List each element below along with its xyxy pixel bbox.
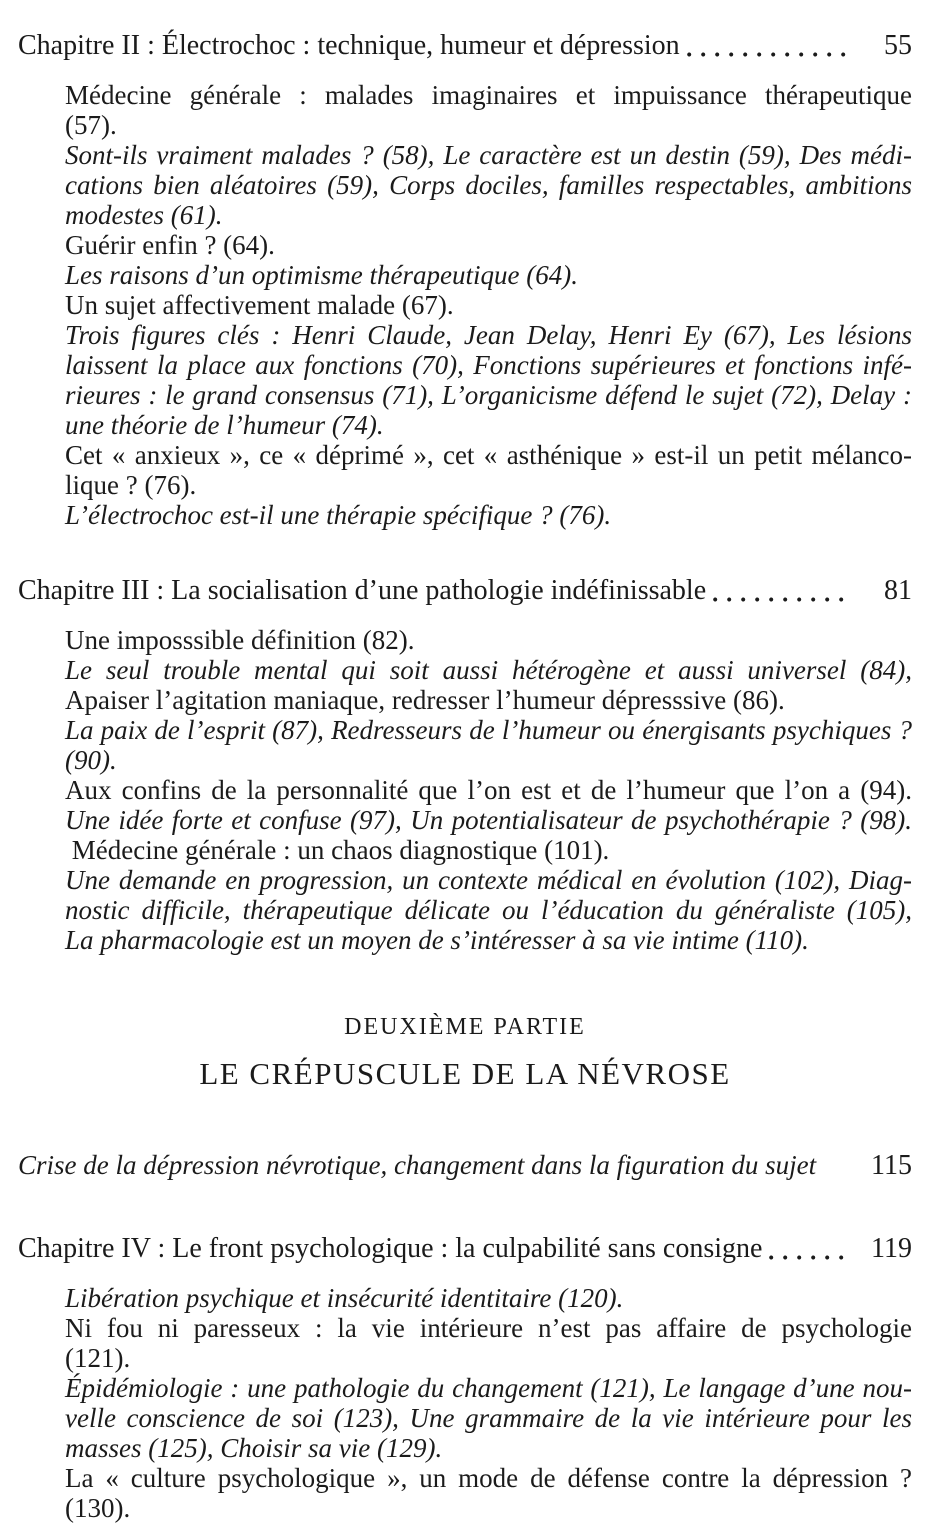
- toc-chapter-section: [18, 28, 912, 530]
- toc-entry: [65, 500, 912, 530]
- toc-entry: [65, 775, 912, 805]
- toc-entry-line: Sont-ils vraiment malades ? (58), Le caractère est un destin (59), Des médi-: [65, 140, 912, 170]
- toc-entry-line: Guérir enfin ? (64).: [65, 230, 275, 260]
- toc-entry-line: lique ? (76).: [65, 470, 197, 500]
- toc-entry: [65, 230, 912, 260]
- toc-entry: [65, 835, 912, 865]
- chapter-page-number: 55: [884, 30, 912, 61]
- toc-entry: [65, 320, 912, 440]
- toc-entry-line: Trois figures clés : Henri Claude, Jean Delay, Henri Ey (67), Les lésions: [65, 320, 912, 350]
- toc-entry: [65, 625, 912, 655]
- part-intro-entry: [18, 1150, 912, 1181]
- toc-entry-line: Un sujet affectivement malade (67).: [65, 290, 454, 320]
- dot-leader: [687, 52, 852, 57]
- toc-entry: [65, 685, 912, 715]
- toc-entry-line: Médecine générale : malades imaginaires et impuissance thérapeutique: [65, 80, 912, 110]
- toc-entry-line: La pharmacologie est un moyen de s’intéresser à sa vie intime (110).: [65, 925, 809, 955]
- toc-entry-line: laissent la place aux fonctions (70), Fonctions supérieures et fonctions infé-: [65, 350, 912, 380]
- toc-entry-line: velle conscience de soi (123), Une grammaire de la vie intérieure pour les: [65, 1403, 912, 1433]
- toc-entry-line: (57).: [65, 110, 117, 140]
- toc-entry: [65, 1283, 912, 1313]
- toc-entry-line: cations bien aléatoires (59), Corps dociles, familles respectables, ambitions: [65, 170, 912, 200]
- toc-entry: [65, 805, 912, 835]
- toc-entry: [65, 140, 912, 230]
- toc-entry-line: Aux confins de la personnalité que l’on est et de l’humeur que l’on a (94).: [65, 775, 912, 805]
- toc-entry-line: Une imposssible définition (82).: [65, 625, 415, 655]
- toc-entry-line: Cet « anxieux », ce « déprimé », cet « asthénique » est-il un petit mélanco-: [65, 440, 912, 470]
- toc-entry-line: L’électrochoc est-il une thérapie spécifique ? (76).: [65, 500, 612, 530]
- toc-entry: [65, 1373, 912, 1463]
- chapter-heading: [18, 1231, 912, 1267]
- chapter-entries: [18, 80, 912, 530]
- toc-entry-line: (130).: [65, 1493, 131, 1523]
- chapter-page-number: 81: [884, 575, 912, 606]
- part-heading: [18, 1012, 912, 1094]
- toc-entry-line: Épidémiologie : une pathologie du changement (121), Le langage d’une nou-: [65, 1373, 912, 1403]
- toc-entry-line: Ni fou ni paresseux : la vie intérieure n’est pas affaire de psychologie: [65, 1313, 912, 1343]
- toc-entry-line: une théorie de l’humeur (74).: [65, 410, 384, 440]
- part-kicker: DEUXIÈME PARTIE: [344, 1014, 586, 1040]
- toc-entry-line: modestes (61).: [65, 200, 223, 230]
- toc-entry-line: Libération psychique et insécurité identitaire (120).: [65, 1283, 624, 1313]
- toc-entry-line: (90).: [65, 745, 117, 775]
- toc-entry-line: Apaiser l’agitation maniaque, redresser l’humeur dépresssive (86).: [65, 685, 785, 715]
- toc-entry-line: Une idée forte et confuse (97), Un potentialisateur de psychothérapie ? (98).: [65, 805, 912, 835]
- toc-entry-line: Une demande en progression, un contexte médical en évolution (102), Diag-: [65, 865, 912, 895]
- chapter-heading: [18, 28, 912, 64]
- toc-entry: [65, 290, 912, 320]
- toc-entry-line: La « culture psychologique », un mode de défense contre la dépression ?: [65, 1463, 912, 1493]
- toc-sections: [18, 28, 912, 1523]
- toc-chapter-section: [18, 573, 912, 955]
- part-title: LE CRÉPUSCULE DE LA NÉVROSE: [199, 1056, 731, 1091]
- toc-entry-line: La paix de l’esprit (87), Redresseurs de l’humeur ou énergisants psychiques ?: [65, 715, 912, 745]
- chapter-title: Chapitre III : La socialisation d’une pathologie indéfinissable: [18, 575, 707, 606]
- toc-entry: [65, 440, 912, 500]
- chapter-entries: [18, 1283, 912, 1523]
- toc-chapter-section: [18, 1231, 912, 1523]
- chapter-entries: [18, 625, 912, 955]
- toc-entry-line: Le seul trouble mental qui soit aussi hétérogène et aussi universel (84),: [65, 655, 912, 685]
- dot-leader: [769, 1255, 852, 1260]
- toc-entry: [65, 655, 912, 685]
- toc-entry: [65, 80, 912, 140]
- dot-leader: [713, 597, 852, 602]
- chapter-title: Chapitre IV : Le front psychologique : la culpabilité sans consigne: [18, 1233, 763, 1264]
- toc-entry: [65, 715, 912, 775]
- toc-entry-line: (121).: [65, 1343, 131, 1373]
- toc-entry-line: rieures : le grand consensus (71), L’organicisme défend le sujet (72), Delay :: [65, 380, 912, 410]
- toc-entry-line: Les raisons d’un optimisme thérapeutique (64).: [65, 260, 578, 290]
- chapter-title: Chapitre II : Électrochoc : technique, humeur et dépression: [18, 30, 680, 61]
- part-intro-title: Crise de la dépression névrotique, changement dans la figuration du sujet: [18, 1150, 817, 1180]
- toc-entry-line: masses (125), Choisir sa vie (129).: [65, 1433, 443, 1463]
- toc-entry-line: nostic difficile, thérapeutique délicate ou l’éducation du généraliste (105),: [65, 895, 912, 925]
- toc-entry: [65, 1313, 912, 1373]
- chapter-page-number: 119: [871, 1233, 912, 1264]
- toc-entry: [65, 865, 912, 955]
- chapter-heading: [18, 573, 912, 609]
- toc-entry: [65, 260, 912, 290]
- part-intro-page-number: 115: [871, 1150, 912, 1181]
- toc-entry: [65, 1463, 912, 1523]
- toc-entry-line: Médecine générale : un chaos diagnostique (101).: [65, 835, 610, 865]
